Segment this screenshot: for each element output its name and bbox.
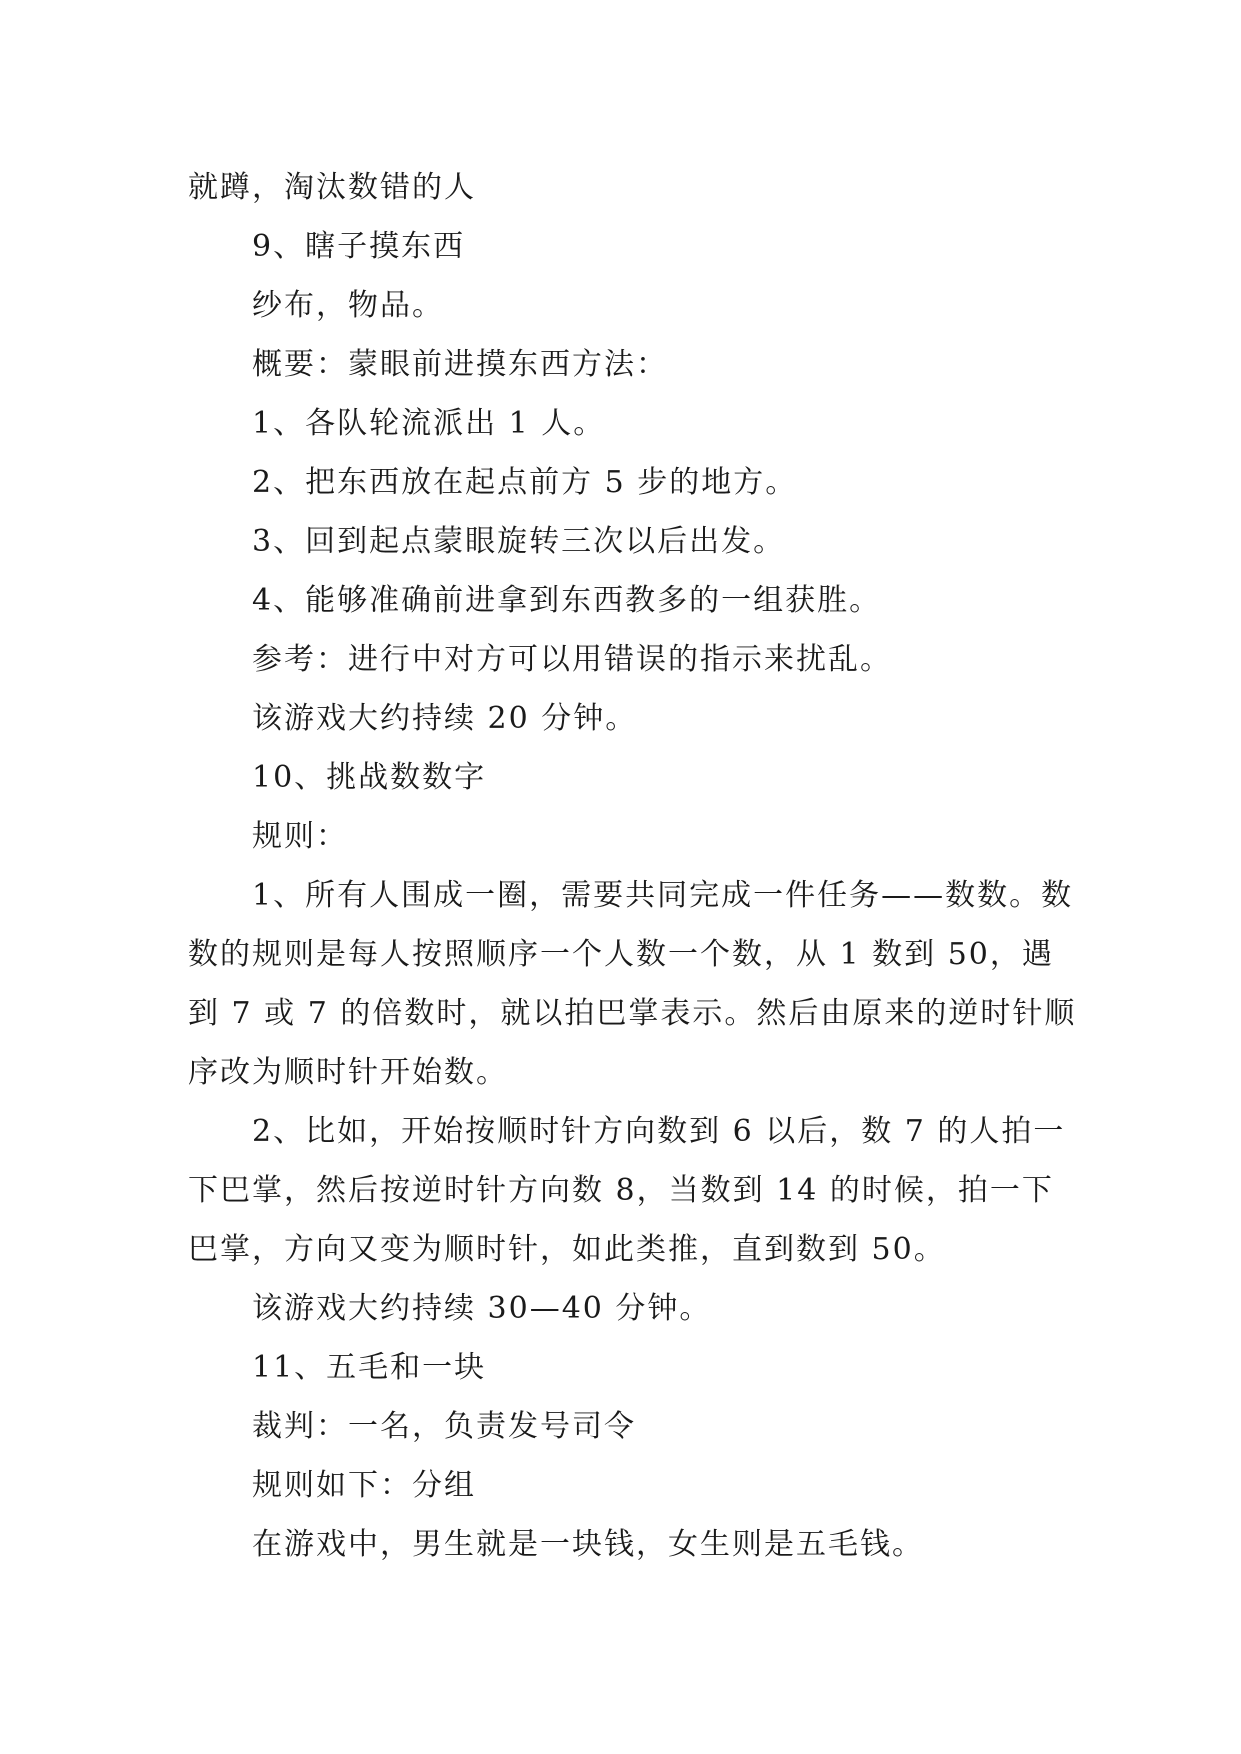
paragraph: 该游戏大约持续 20 分钟。 — [252, 701, 638, 736]
list-item: 1、各队轮流派出 1 人。 — [252, 406, 606, 441]
section-heading: 9、瞎子摸东西 — [252, 229, 466, 264]
list-item: 3、回到起点蒙眼旋转三次以后出发。 — [252, 524, 786, 559]
list-item: 2、把东西放在起点前方 5 步的地方。 — [252, 465, 798, 500]
section-heading: 11、五毛和一块 — [252, 1350, 487, 1385]
paragraph: 在游戏中，男生就是一块钱，女生则是五毛钱。 — [252, 1527, 924, 1562]
paragraph: 参考：进行中对方可以用错误的指示来扰乱。 — [252, 642, 892, 677]
paragraph: 概要：蒙眼前进摸东西方法： — [252, 347, 668, 382]
document-body — [188, 158, 1078, 1574]
paragraph: 规则如下：分组 — [252, 1468, 476, 1503]
list-item: 2、比如，开始按顺时针方向数到 6 以后，数 7 的人拍一下巴掌，然后按逆时针方向数 8，当数到 14 的时候，拍一下巴掌，方向又变为顺时针，如此类推，直到数到 50。 — [188, 1114, 1066, 1267]
paragraph: 该游戏大约持续 30—40 分钟。 — [252, 1291, 712, 1326]
paragraph: 规则： — [252, 819, 348, 854]
list-item: 1、所有人围成一圈，需要共同完成一件任务——数数。数数的规则是每人按照顺序一个人数一个数，从 1 数到 50，遇到 7 或 7 的倍数时，就以拍巴掌表示。然后由原来的逆时针顺序改为顺时针开始数。 — [188, 878, 1077, 1090]
paragraph: 裁判：一名，负责发号司令 — [252, 1409, 636, 1444]
paragraph: 就蹲，淘汰数错的人 — [188, 170, 476, 205]
section-heading: 10、挑战数数字 — [252, 760, 487, 795]
list-item: 4、能够准确前进拿到东西教多的一组获胜。 — [252, 583, 882, 618]
paragraph: 纱布，物品。 — [252, 288, 444, 323]
